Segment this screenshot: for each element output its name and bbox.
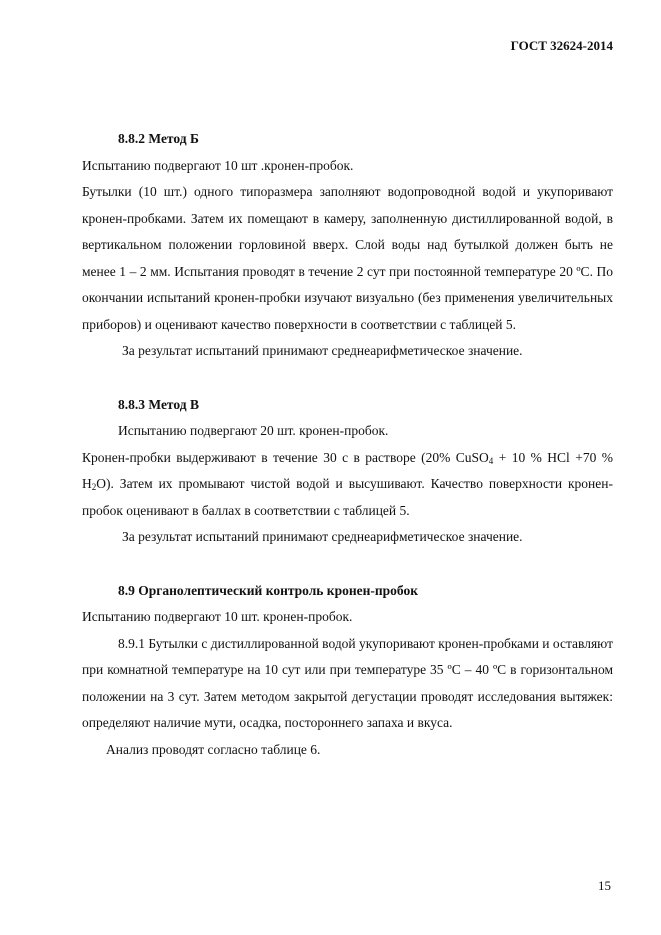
paragraph: За результат испытаний принимают среднеарифметическое значение.: [122, 343, 523, 358]
section-heading-883: 8.8.3 Метод В: [118, 396, 199, 412]
text-fragment: Кронен-пробки выдерживают в течение 30 с в растворе (20% CuSO: [82, 449, 489, 465]
text-fragment: + 10 % HCl +70 % H: [82, 449, 613, 491]
paragraph: 8.9.1 Бутылки с дистиллированной водой укупоривают кронен-пробками и оставляют при комнатной температуре на 10 сут или при температуре 35 ºС – 40 ºС в горизонтальном положении на 3 сут. Затем методом закрытой дегустации проводят исследования вытяжек: определяют наличие мути, осадка, постороннего запаха и вкуса.: [82, 635, 613, 730]
paragraph: Анализ проводят согласно таблице 6.: [106, 741, 321, 757]
text-fragment: O). Затем их промывают чистой водой и высушивают. Качество поверхности кронен-пробок оценивают в баллах в соответствии с таблицей 5.: [82, 476, 613, 518]
paragraph-solution: [82, 445, 613, 525]
paragraph: Испытанию подвергают 10 шт .кронен-пробок.: [82, 157, 354, 173]
paragraph: Испытанию подвергают 10 шт. кронен-пробок.: [82, 609, 353, 624]
subscript: 2: [91, 482, 97, 492]
page-body: [82, 126, 613, 763]
section-heading-882: 8.8.2 Метод Б: [118, 131, 199, 146]
paragraph: Испытанию подвергают 20 шт. кронен-пробок.: [118, 423, 389, 438]
page-number: 15: [598, 878, 611, 893]
document-code: ГОСТ 32624-2014: [510, 38, 613, 53]
paragraph: Бутылки (10 шт.) одного типоразмера заполняют водопроводной водой и укупоривают кронен-пробками. Затем их помещают в камеру, заполненную дистиллированной водой, в вертикальном положении горловиной вверх. Слой воды над бутылкой должен быть не менее 1 – 2 мм. Испытания проводят в течение 2 сут при постоянной температуре 20 ºС. По окончании испытаний кронен-пробки изучают визуально (без применения увеличительных приборов) и оценивают качество поверхности в соответствии с таблицей 5.: [82, 184, 613, 332]
section-heading-89: 8.9 Органолептический контроль кронен-пробок: [118, 582, 419, 598]
subscript: 4: [488, 455, 494, 466]
paragraph: За результат испытаний принимают среднеарифметическое значение.: [122, 529, 523, 544]
